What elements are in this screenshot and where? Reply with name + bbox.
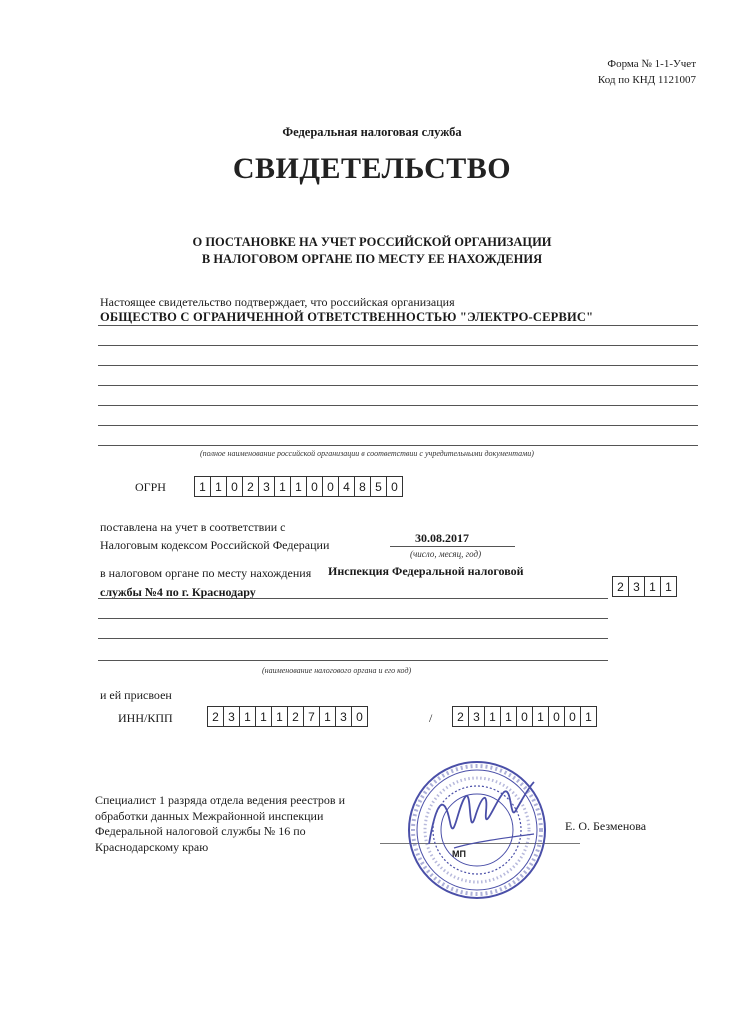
ogrn-digit: 0 — [322, 476, 339, 497]
signatory-line-3: Федеральной налоговой службы № 16 по — [95, 824, 306, 838]
signatory-line-4: Краснодарскому краю — [95, 839, 209, 854]
tax-office-prefix: в налоговом органе по месту нахождения — [100, 566, 312, 580]
org-name-caption: (полное наименование российской организации в соответствии с учредительными документами) — [200, 449, 534, 458]
date-line — [390, 546, 515, 547]
ogrn-digit: 1 — [210, 476, 227, 497]
knd-code: Код по КНД 1121007 — [597, 74, 696, 86]
mp-mark: МП — [452, 849, 466, 859]
tax-line-1 — [98, 598, 608, 599]
org-line-4 — [98, 385, 698, 386]
tax-code-digit: 1 — [644, 576, 661, 597]
ogrn-digit: 0 — [306, 476, 323, 497]
inn-digit: 2 — [287, 706, 304, 727]
subtitle-line-2: В НАЛОГОВОМ ОРГАНЕ ПО МЕСТУ ЕЕ НАХОЖДЕНИЯ — [201, 252, 543, 266]
registration-date: 30.08.2017 — [415, 531, 469, 545]
tax-office-caption: (наименование налогового органа и его код) — [262, 666, 412, 675]
tax-line-4 — [98, 660, 608, 661]
tax-code-digit: 3 — [628, 576, 645, 597]
document-subtitle — [0, 234, 744, 268]
assigned-text: и ей присвоен — [100, 688, 172, 702]
tax-code-digit: 2 — [612, 576, 629, 597]
inn-digit: 1 — [255, 706, 272, 727]
tax-office-code-cells — [612, 576, 677, 597]
ogrn-digit: 2 — [242, 476, 259, 497]
ogrn-digit: 0 — [386, 476, 403, 497]
service-name: Федеральная налоговая служба — [282, 125, 462, 139]
inn-kpp-label: ИНН/КПП — [118, 711, 173, 725]
ogrn-digit: 8 — [354, 476, 371, 497]
org-line-1 — [98, 325, 698, 326]
inn-digit: 2 — [207, 706, 224, 727]
tax-office-name-2: службы №4 по г. Краснодару — [100, 585, 256, 599]
kpp-digit: 1 — [532, 706, 549, 727]
inn-digit: 7 — [303, 706, 320, 727]
kpp-digit: 1 — [484, 706, 501, 727]
ogrn-digit: 4 — [338, 476, 355, 497]
intro-text: Настоящее свидетельство подтверждает, что российская организация — [100, 295, 455, 309]
date-caption: (число, месяц, год) — [410, 549, 482, 559]
signatory-line-1: Специалист 1 разряда отдела ведения реестров и — [95, 793, 346, 807]
registration-line-1: поставлена на учет в соответствии с — [100, 520, 286, 534]
inn-cells — [207, 706, 368, 727]
ogrn-digit: 5 — [370, 476, 387, 497]
inn-digit: 1 — [319, 706, 336, 727]
org-line-5 — [98, 405, 698, 406]
inn-digit: 1 — [239, 706, 256, 727]
org-line-6 — [98, 425, 698, 426]
tax-line-3 — [98, 638, 608, 639]
kpp-cells — [452, 706, 597, 727]
tax-line-2 — [98, 618, 608, 619]
registration-line-2: Налоговым кодексом Российской Федерации — [100, 538, 330, 552]
ogrn-label: ОГРН — [135, 480, 166, 494]
ogrn-cells — [194, 476, 403, 497]
ogrn-digit: 0 — [226, 476, 243, 497]
inn-kpp-separator: / — [429, 711, 433, 725]
ogrn-digit: 3 — [258, 476, 275, 497]
kpp-digit: 1 — [500, 706, 517, 727]
kpp-digit: 0 — [516, 706, 533, 727]
signatory-position — [95, 793, 345, 855]
inn-digit: 3 — [223, 706, 240, 727]
kpp-digit: 3 — [468, 706, 485, 727]
form-code-block — [598, 56, 696, 88]
signatory-line-2: обработки данных Межрайонной инспекции — [95, 808, 324, 823]
tax-code-digit: 1 — [660, 576, 677, 597]
ogrn-digit: 1 — [274, 476, 291, 497]
org-line-3 — [98, 365, 698, 366]
kpp-digit: 0 — [548, 706, 565, 727]
kpp-digit: 0 — [564, 706, 581, 727]
form-number: Форма № 1-1-Учет — [607, 58, 696, 70]
ogrn-digit: 1 — [290, 476, 307, 497]
organization-name: ОБЩЕСТВО С ОГРАНИЧЕННОЙ ОТВЕТСТВЕННОСТЬЮ "ЭЛЕКТРО-СЕРВИС" — [100, 310, 594, 324]
org-line-2 — [98, 345, 698, 346]
org-line-7 — [98, 445, 698, 446]
kpp-digit: 1 — [580, 706, 597, 727]
document-title: СВИДЕТЕЛЬСТВО — [232, 152, 512, 185]
inn-digit: 0 — [351, 706, 368, 727]
ogrn-digit: 1 — [194, 476, 211, 497]
signatory-name: Е. О. Безменова — [565, 819, 647, 833]
inn-digit: 3 — [335, 706, 352, 727]
tax-office-name-1: Инспекция Федеральной налоговой — [328, 564, 524, 578]
subtitle-line-1: О ПОСТАНОВКЕ НА УЧЕТ РОССИЙСКОЙ ОРГАНИЗАЦИИ — [192, 235, 552, 249]
inn-digit: 1 — [271, 706, 288, 727]
official-stamp-icon — [384, 752, 570, 902]
kpp-digit: 2 — [452, 706, 469, 727]
